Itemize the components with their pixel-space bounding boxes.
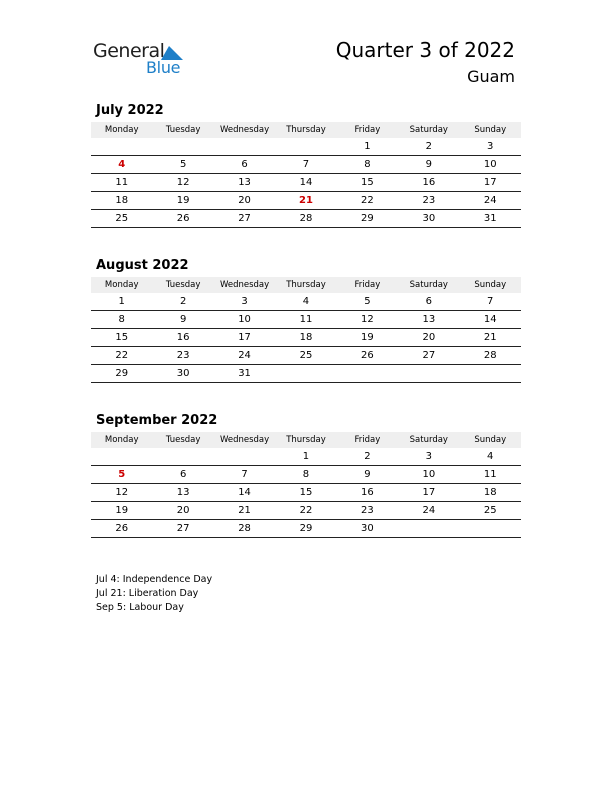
day-cell: 25 (483, 505, 497, 516)
day-cell (275, 138, 336, 155)
weekday-label: Friday (354, 280, 381, 290)
holiday-note: Jul 4: Independence Day (96, 574, 213, 585)
day-cell: 11 (299, 314, 313, 325)
day-cell: 6 (179, 469, 187, 480)
week-row (91, 174, 521, 192)
day-cell: 30 (361, 523, 374, 534)
day-cell: 2 (364, 451, 371, 462)
week-row (91, 520, 521, 538)
day-cell: 8 (364, 159, 371, 170)
day-cell: 9 (364, 469, 371, 480)
day-cell (398, 365, 459, 382)
week-row (91, 210, 521, 228)
holiday-day-cell: 21 (299, 195, 313, 206)
day-cell: 8 (302, 469, 310, 480)
weekday-header-row (91, 277, 521, 293)
day-cell: 28 (299, 213, 313, 224)
day-cell (91, 448, 152, 465)
page-title: Quarter 3 of 2022 (335, 38, 515, 62)
day-cell: 14 (238, 487, 251, 498)
weekday-label: Monday (104, 435, 139, 445)
day-cell: 9 (179, 314, 187, 325)
weekday-label: Wednesday (219, 280, 270, 290)
day-cell: 13 (422, 314, 436, 325)
day-cell: 25 (115, 213, 129, 224)
logo-general-text: General (93, 40, 165, 62)
day-cell: 12 (361, 314, 374, 325)
day-cell: 23 (361, 505, 374, 516)
day-cell: 1 (364, 141, 371, 152)
day-cell: 6 (425, 296, 432, 307)
day-cell: 17 (483, 177, 497, 188)
day-cell: 29 (115, 368, 129, 379)
weekday-label: Monday (104, 280, 139, 290)
day-cell: 16 (422, 177, 436, 188)
week-row (91, 502, 521, 520)
day-cell (275, 365, 336, 382)
day-cell: 17 (422, 487, 436, 498)
week-row (91, 365, 521, 383)
day-cell: 26 (361, 350, 374, 361)
day-cell: 3 (241, 296, 248, 307)
holiday-note: Sep 5: Labour Day (96, 602, 184, 613)
weekday-label: Thursday (286, 435, 326, 445)
region-name: Guam (467, 67, 515, 86)
weekday-label: Thursday (286, 125, 326, 135)
weekday-label: Friday (354, 435, 381, 445)
day-cell: 15 (299, 487, 313, 498)
day-cell: 15 (361, 177, 374, 188)
day-cell: 22 (361, 195, 374, 206)
weekday-label: Thursday (286, 280, 326, 290)
day-cell (460, 365, 521, 382)
weekday-label: Tuesday (165, 435, 201, 445)
month-calendar-july (91, 102, 521, 228)
month-title: August 2022 (96, 258, 189, 273)
day-cell: 22 (115, 350, 129, 361)
weekday-label: Monday (104, 125, 139, 135)
day-cell: 5 (179, 159, 187, 170)
day-cell: 18 (115, 195, 129, 206)
day-cell: 23 (422, 195, 436, 206)
holiday-day-cell: 4 (118, 159, 126, 170)
day-cell (337, 365, 398, 382)
day-cell: 26 (115, 523, 129, 534)
week-row (91, 192, 521, 210)
day-cell: 3 (487, 141, 494, 152)
day-cell: 4 (487, 451, 494, 462)
day-cell: 25 (299, 350, 313, 361)
logo-blue-text: Blue (146, 58, 181, 77)
week-row (91, 293, 521, 311)
day-cell: 31 (238, 368, 251, 379)
day-cell: 16 (361, 487, 374, 498)
weekday-label: Sunday (474, 435, 507, 445)
day-cell: 21 (238, 505, 251, 516)
day-cell: 11 (115, 177, 129, 188)
weekday-label: Wednesday (219, 435, 270, 445)
day-cell: 10 (238, 314, 251, 325)
day-cell (214, 138, 275, 155)
logo (93, 40, 193, 80)
day-cell: 20 (238, 195, 251, 206)
day-cell: 28 (483, 350, 497, 361)
day-cell (152, 448, 213, 465)
week-row (91, 448, 521, 466)
day-cell: 7 (241, 469, 248, 480)
weekday-label: Saturday (409, 435, 448, 445)
day-cell: 16 (176, 332, 190, 343)
day-cell: 30 (422, 213, 436, 224)
weekday-label: Sunday (474, 280, 507, 290)
day-cell (214, 448, 275, 465)
day-cell: 13 (176, 487, 190, 498)
weekday-label: Wednesday (219, 125, 270, 135)
month-calendar-august (91, 257, 521, 383)
day-cell: 18 (299, 332, 313, 343)
month-title: July 2022 (96, 103, 164, 118)
day-cell: 6 (241, 159, 248, 170)
weekday-label: Tuesday (165, 125, 201, 135)
day-cell: 21 (483, 332, 497, 343)
day-cell: 23 (176, 350, 190, 361)
day-cell: 31 (483, 213, 497, 224)
day-cell: 19 (361, 332, 374, 343)
day-cell: 8 (118, 314, 125, 325)
day-cell: 28 (238, 523, 251, 534)
day-cell: 7 (302, 159, 310, 170)
week-row (91, 311, 521, 329)
day-cell: 19 (176, 195, 190, 206)
day-cell: 4 (302, 296, 310, 307)
day-cell: 13 (238, 177, 251, 188)
day-cell: 18 (483, 487, 497, 498)
day-cell: 20 (422, 332, 436, 343)
day-cell: 22 (299, 505, 313, 516)
day-cell: 20 (176, 505, 190, 516)
day-cell: 19 (115, 505, 129, 516)
weekday-header-row (91, 432, 521, 448)
day-cell: 10 (422, 469, 436, 480)
day-cell: 27 (176, 523, 190, 534)
day-cell: 9 (425, 159, 432, 170)
holiday-day-cell: 5 (118, 469, 126, 480)
day-cell: 7 (487, 296, 494, 307)
day-cell: 15 (115, 332, 129, 343)
day-cell: 29 (361, 213, 374, 224)
weekday-label: Sunday (474, 125, 507, 135)
month-calendar-september (91, 412, 521, 538)
weekday-label: Friday (354, 125, 381, 135)
day-cell (152, 138, 213, 155)
day-cell: 30 (176, 368, 190, 379)
week-row (91, 466, 521, 484)
day-cell: 29 (299, 523, 313, 534)
day-cell: 10 (483, 159, 497, 170)
month-title: September 2022 (96, 413, 218, 428)
day-cell: 2 (179, 296, 187, 307)
day-cell: 11 (483, 469, 497, 480)
holiday-notes (96, 573, 212, 615)
week-row (91, 329, 521, 347)
weekday-label: Tuesday (165, 280, 201, 290)
day-cell: 24 (422, 505, 436, 516)
holiday-note: Jul 21: Liberation Day (96, 588, 199, 599)
week-row (91, 484, 521, 502)
day-cell: 26 (176, 213, 190, 224)
weekday-header-row (91, 122, 521, 138)
day-cell: 14 (483, 314, 497, 325)
day-cell (460, 520, 521, 537)
day-cell: 5 (364, 296, 371, 307)
day-cell: 14 (299, 177, 313, 188)
week-row (91, 138, 521, 156)
day-cell: 27 (422, 350, 436, 361)
week-row (91, 156, 521, 174)
day-cell: 17 (238, 332, 251, 343)
day-cell: 12 (176, 177, 190, 188)
weekday-label: Saturday (409, 280, 448, 290)
day-cell: 3 (425, 451, 432, 462)
day-cell: 24 (483, 195, 497, 206)
day-cell: 24 (238, 350, 251, 361)
day-cell (91, 138, 152, 155)
day-cell: 2 (425, 141, 432, 152)
day-cell: 27 (238, 213, 251, 224)
day-cell: 1 (118, 296, 125, 307)
week-row (91, 347, 521, 365)
weekday-label: Saturday (409, 125, 448, 135)
day-cell: 1 (302, 451, 310, 462)
day-cell (398, 520, 459, 537)
day-cell: 12 (115, 487, 129, 498)
